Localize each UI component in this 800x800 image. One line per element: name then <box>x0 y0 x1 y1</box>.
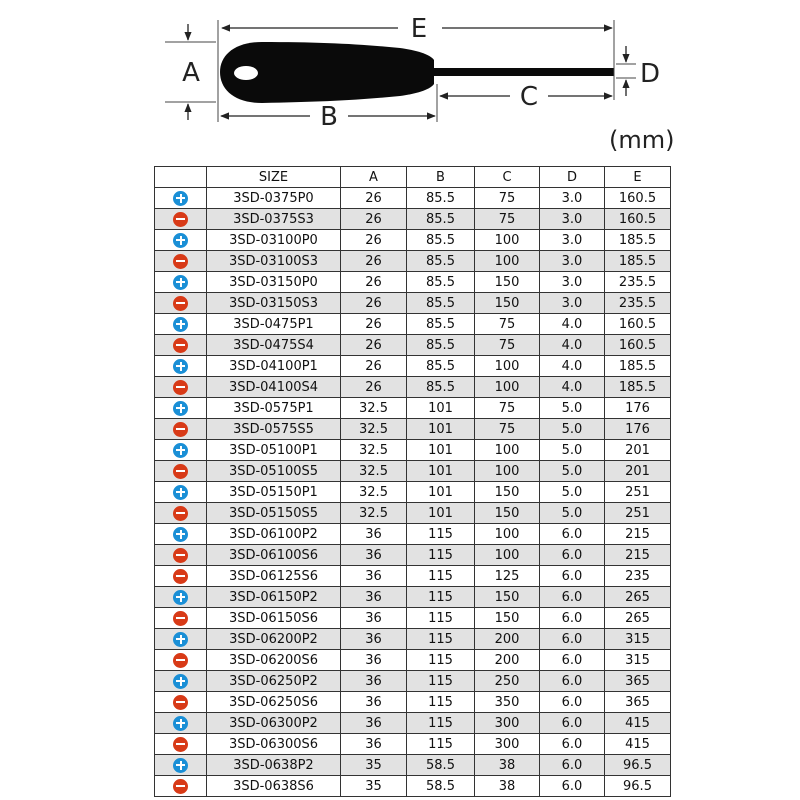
a-cell: 26 <box>341 377 407 398</box>
d-cell: 4.0 <box>540 356 605 377</box>
b-cell: 101 <box>407 398 475 419</box>
phillips-plus-icon <box>173 275 188 290</box>
d-cell: 6.0 <box>540 545 605 566</box>
table-row <box>155 230 671 251</box>
b-cell: 85.5 <box>407 272 475 293</box>
table-row <box>155 398 671 419</box>
c-cell: 150 <box>475 293 540 314</box>
slotted-minus-icon <box>173 380 188 395</box>
a-cell: 32.5 <box>341 440 407 461</box>
table-row <box>155 272 671 293</box>
e-cell: 185.5 <box>605 356 671 377</box>
header-tip-type <box>155 167 207 188</box>
b-cell: 85.5 <box>407 209 475 230</box>
a-cell: 36 <box>341 629 407 650</box>
d-cell: 6.0 <box>540 587 605 608</box>
d-cell: 6.0 <box>540 650 605 671</box>
slotted-minus-icon <box>173 548 188 563</box>
a-cell: 36 <box>341 587 407 608</box>
c-cell: 100 <box>475 251 540 272</box>
c-cell: 100 <box>475 230 540 251</box>
table-row <box>155 482 671 503</box>
c-cell: 100 <box>475 356 540 377</box>
size-cell: 3SD-06150S6 <box>207 608 341 629</box>
tip-type-cell <box>155 461 207 482</box>
size-cell: 3SD-0475S4 <box>207 335 341 356</box>
b-cell: 85.5 <box>407 335 475 356</box>
tip-type-cell <box>155 293 207 314</box>
a-cell: 35 <box>341 776 407 797</box>
e-cell: 201 <box>605 461 671 482</box>
phillips-plus-icon <box>173 191 188 206</box>
a-cell: 36 <box>341 671 407 692</box>
tip-type-cell <box>155 692 207 713</box>
dim-label-d: D <box>639 59 661 89</box>
phillips-plus-icon <box>173 401 188 416</box>
d-cell: 4.0 <box>540 335 605 356</box>
size-cell: 3SD-06100P2 <box>207 524 341 545</box>
table-row <box>155 692 671 713</box>
a-cell: 32.5 <box>341 461 407 482</box>
screwdriver-shaft <box>434 68 614 76</box>
tip-type-cell <box>155 629 207 650</box>
slotted-minus-icon <box>173 254 188 269</box>
b-cell: 115 <box>407 608 475 629</box>
d-cell: 4.0 <box>540 377 605 398</box>
b-cell: 115 <box>407 587 475 608</box>
dim-label-e: E <box>410 14 428 44</box>
c-cell: 38 <box>475 755 540 776</box>
c-cell: 150 <box>475 482 540 503</box>
table-row <box>155 545 671 566</box>
a-cell: 26 <box>341 314 407 335</box>
size-cell: 3SD-0475P1 <box>207 314 341 335</box>
size-cell: 3SD-0575P1 <box>207 398 341 419</box>
size-cell: 3SD-05150S5 <box>207 503 341 524</box>
b-cell: 85.5 <box>407 230 475 251</box>
b-cell: 101 <box>407 482 475 503</box>
table-row <box>155 461 671 482</box>
b-cell: 115 <box>407 734 475 755</box>
c-cell: 100 <box>475 377 540 398</box>
c-cell: 200 <box>475 650 540 671</box>
header-a: A <box>341 167 407 188</box>
tip-type-cell <box>155 524 207 545</box>
dim-label-c: C <box>519 82 539 112</box>
table-row <box>155 419 671 440</box>
d-cell: 3.0 <box>540 272 605 293</box>
d-cell: 3.0 <box>540 251 605 272</box>
a-cell: 26 <box>341 188 407 209</box>
c-cell: 100 <box>475 440 540 461</box>
e-cell: 96.5 <box>605 776 671 797</box>
d-cell: 6.0 <box>540 629 605 650</box>
phillips-plus-icon <box>173 632 188 647</box>
e-cell: 235 <box>605 566 671 587</box>
b-cell: 85.5 <box>407 377 475 398</box>
table-row <box>155 650 671 671</box>
phillips-plus-icon <box>173 758 188 773</box>
b-cell: 115 <box>407 692 475 713</box>
tip-type-cell <box>155 272 207 293</box>
tip-type-cell <box>155 209 207 230</box>
d-cell: 3.0 <box>540 230 605 251</box>
tip-type-cell <box>155 671 207 692</box>
tip-type-cell <box>155 398 207 419</box>
b-cell: 101 <box>407 461 475 482</box>
slotted-minus-icon <box>173 653 188 668</box>
unit-label: (mm) <box>609 126 675 154</box>
d-cell: 5.0 <box>540 482 605 503</box>
slotted-minus-icon <box>173 611 188 626</box>
slotted-minus-icon <box>173 779 188 794</box>
table-header-row <box>155 167 671 188</box>
c-cell: 300 <box>475 734 540 755</box>
a-cell: 36 <box>341 692 407 713</box>
size-cell: 3SD-03150S3 <box>207 293 341 314</box>
tip-type-cell <box>155 503 207 524</box>
header-b: B <box>407 167 475 188</box>
d-cell: 5.0 <box>540 503 605 524</box>
b-cell: 101 <box>407 503 475 524</box>
e-cell: 251 <box>605 503 671 524</box>
e-cell: 160.5 <box>605 335 671 356</box>
size-cell: 3SD-06200P2 <box>207 629 341 650</box>
size-cell: 3SD-05100S5 <box>207 461 341 482</box>
size-cell: 3SD-06250S6 <box>207 692 341 713</box>
size-cell: 3SD-0375S3 <box>207 209 341 230</box>
size-cell: 3SD-03100P0 <box>207 230 341 251</box>
a-cell: 32.5 <box>341 482 407 503</box>
a-cell: 26 <box>341 209 407 230</box>
phillips-plus-icon <box>173 443 188 458</box>
b-cell: 115 <box>407 713 475 734</box>
tip-type-cell <box>155 776 207 797</box>
table-row <box>155 440 671 461</box>
d-cell: 6.0 <box>540 524 605 545</box>
a-cell: 35 <box>341 755 407 776</box>
table-row <box>155 629 671 650</box>
tip-type-cell <box>155 755 207 776</box>
b-cell: 101 <box>407 440 475 461</box>
a-cell: 26 <box>341 335 407 356</box>
d-cell: 4.0 <box>540 314 605 335</box>
size-cell: 3SD-05150P1 <box>207 482 341 503</box>
slotted-minus-icon <box>173 695 188 710</box>
a-cell: 36 <box>341 524 407 545</box>
slotted-minus-icon <box>173 464 188 479</box>
a-cell: 26 <box>341 356 407 377</box>
tip-type-cell <box>155 734 207 755</box>
size-cell: 3SD-06250P2 <box>207 671 341 692</box>
d-cell: 6.0 <box>540 608 605 629</box>
c-cell: 75 <box>475 335 540 356</box>
tip-type-cell <box>155 377 207 398</box>
c-cell: 100 <box>475 545 540 566</box>
e-cell: 185.5 <box>605 251 671 272</box>
d-cell: 6.0 <box>540 734 605 755</box>
e-cell: 185.5 <box>605 377 671 398</box>
a-cell: 32.5 <box>341 398 407 419</box>
a-cell: 32.5 <box>341 419 407 440</box>
d-cell: 3.0 <box>540 209 605 230</box>
d-cell: 6.0 <box>540 566 605 587</box>
b-cell: 115 <box>407 650 475 671</box>
size-cell: 3SD-06100S6 <box>207 545 341 566</box>
a-cell: 26 <box>341 230 407 251</box>
b-cell: 115 <box>407 629 475 650</box>
tip-type-cell <box>155 650 207 671</box>
c-cell: 350 <box>475 692 540 713</box>
slotted-minus-icon <box>173 506 188 521</box>
size-cell: 3SD-0638P2 <box>207 755 341 776</box>
slotted-minus-icon <box>173 569 188 584</box>
phillips-plus-icon <box>173 233 188 248</box>
e-cell: 160.5 <box>605 314 671 335</box>
phillips-plus-icon <box>173 590 188 605</box>
phillips-plus-icon <box>173 674 188 689</box>
e-cell: 176 <box>605 419 671 440</box>
a-cell: 36 <box>341 650 407 671</box>
table-row <box>155 503 671 524</box>
c-cell: 300 <box>475 713 540 734</box>
tip-type-cell <box>155 566 207 587</box>
size-cell: 3SD-0375P0 <box>207 188 341 209</box>
c-cell: 150 <box>475 608 540 629</box>
c-cell: 200 <box>475 629 540 650</box>
size-cell: 3SD-06125S6 <box>207 566 341 587</box>
table-row <box>155 209 671 230</box>
size-cell: 3SD-06300S6 <box>207 734 341 755</box>
dim-label-b: B <box>320 102 338 132</box>
e-cell: 96.5 <box>605 755 671 776</box>
c-cell: 75 <box>475 314 540 335</box>
e-cell: 315 <box>605 629 671 650</box>
e-cell: 265 <box>605 608 671 629</box>
e-cell: 160.5 <box>605 188 671 209</box>
c-cell: 100 <box>475 461 540 482</box>
table-row <box>155 608 671 629</box>
d-cell: 5.0 <box>540 440 605 461</box>
header-size: SIZE <box>207 167 341 188</box>
c-cell: 75 <box>475 209 540 230</box>
handle-hole <box>234 66 258 80</box>
tip-type-cell <box>155 482 207 503</box>
b-cell: 58.5 <box>407 755 475 776</box>
a-cell: 26 <box>341 251 407 272</box>
slotted-minus-icon <box>173 737 188 752</box>
c-cell: 150 <box>475 503 540 524</box>
tip-type-cell <box>155 587 207 608</box>
tip-type-cell <box>155 230 207 251</box>
e-cell: 235.5 <box>605 272 671 293</box>
b-cell: 85.5 <box>407 314 475 335</box>
e-cell: 365 <box>605 671 671 692</box>
b-cell: 101 <box>407 419 475 440</box>
slotted-minus-icon <box>173 212 188 227</box>
table-row <box>155 524 671 545</box>
size-cell: 3SD-06150P2 <box>207 587 341 608</box>
header-c: C <box>475 167 540 188</box>
e-cell: 176 <box>605 398 671 419</box>
table-row <box>155 734 671 755</box>
a-cell: 36 <box>341 566 407 587</box>
b-cell: 115 <box>407 524 475 545</box>
a-cell: 36 <box>341 734 407 755</box>
tip-type-cell <box>155 356 207 377</box>
c-cell: 100 <box>475 524 540 545</box>
c-cell: 38 <box>475 776 540 797</box>
tip-type-cell <box>155 251 207 272</box>
e-cell: 185.5 <box>605 230 671 251</box>
table-row <box>155 251 671 272</box>
d-cell: 6.0 <box>540 713 605 734</box>
header-e: E <box>605 167 671 188</box>
a-cell: 36 <box>341 713 407 734</box>
table-row <box>155 377 671 398</box>
phillips-plus-icon <box>173 485 188 500</box>
e-cell: 415 <box>605 734 671 755</box>
phillips-plus-icon <box>173 716 188 731</box>
size-cell: 3SD-03150P0 <box>207 272 341 293</box>
table-row <box>155 776 671 797</box>
b-cell: 58.5 <box>407 776 475 797</box>
spec-table <box>154 166 671 797</box>
e-cell: 265 <box>605 587 671 608</box>
c-cell: 75 <box>475 188 540 209</box>
screwdriver-dimension-diagram <box>0 0 800 160</box>
d-cell: 6.0 <box>540 671 605 692</box>
d-cell: 5.0 <box>540 398 605 419</box>
c-cell: 250 <box>475 671 540 692</box>
size-cell: 3SD-0638S6 <box>207 776 341 797</box>
size-cell: 3SD-05100P1 <box>207 440 341 461</box>
c-cell: 150 <box>475 272 540 293</box>
a-cell: 26 <box>341 293 407 314</box>
e-cell: 315 <box>605 650 671 671</box>
d-cell: 6.0 <box>540 755 605 776</box>
size-cell: 3SD-04100S4 <box>207 377 341 398</box>
e-cell: 251 <box>605 482 671 503</box>
table-row <box>155 314 671 335</box>
e-cell: 201 <box>605 440 671 461</box>
dim-label-a: A <box>182 58 200 88</box>
slotted-minus-icon <box>173 422 188 437</box>
b-cell: 115 <box>407 545 475 566</box>
b-cell: 85.5 <box>407 251 475 272</box>
tip-type-cell <box>155 314 207 335</box>
b-cell: 115 <box>407 671 475 692</box>
e-cell: 415 <box>605 713 671 734</box>
d-cell: 6.0 <box>540 692 605 713</box>
table-row <box>155 335 671 356</box>
a-cell: 32.5 <box>341 503 407 524</box>
table-row <box>155 566 671 587</box>
c-cell: 75 <box>475 419 540 440</box>
e-cell: 160.5 <box>605 209 671 230</box>
tip-type-cell <box>155 440 207 461</box>
table-row <box>155 356 671 377</box>
size-cell: 3SD-04100P1 <box>207 356 341 377</box>
a-cell: 36 <box>341 545 407 566</box>
c-cell: 125 <box>475 566 540 587</box>
table-row <box>155 188 671 209</box>
tip-type-cell <box>155 188 207 209</box>
phillips-plus-icon <box>173 359 188 374</box>
phillips-plus-icon <box>173 527 188 542</box>
size-cell: 3SD-0575S5 <box>207 419 341 440</box>
tip-type-cell <box>155 713 207 734</box>
size-cell: 3SD-06200S6 <box>207 650 341 671</box>
table-row <box>155 713 671 734</box>
e-cell: 215 <box>605 524 671 545</box>
table-row <box>155 587 671 608</box>
table-row <box>155 671 671 692</box>
a-cell: 36 <box>341 608 407 629</box>
size-cell: 3SD-03100S3 <box>207 251 341 272</box>
e-cell: 365 <box>605 692 671 713</box>
a-cell: 26 <box>341 272 407 293</box>
b-cell: 85.5 <box>407 356 475 377</box>
b-cell: 115 <box>407 566 475 587</box>
header-d: D <box>540 167 605 188</box>
e-cell: 235.5 <box>605 293 671 314</box>
size-cell: 3SD-06300P2 <box>207 713 341 734</box>
c-cell: 150 <box>475 587 540 608</box>
c-cell: 75 <box>475 398 540 419</box>
tip-type-cell <box>155 419 207 440</box>
table-row <box>155 293 671 314</box>
d-cell: 3.0 <box>540 293 605 314</box>
phillips-plus-icon <box>173 317 188 332</box>
table-row <box>155 755 671 776</box>
tip-type-cell <box>155 335 207 356</box>
b-cell: 85.5 <box>407 293 475 314</box>
d-cell: 3.0 <box>540 188 605 209</box>
tip-type-cell <box>155 608 207 629</box>
b-cell: 85.5 <box>407 188 475 209</box>
e-cell: 215 <box>605 545 671 566</box>
slotted-minus-icon <box>173 338 188 353</box>
tip-type-cell <box>155 545 207 566</box>
d-cell: 5.0 <box>540 461 605 482</box>
d-cell: 6.0 <box>540 776 605 797</box>
d-cell: 5.0 <box>540 419 605 440</box>
slotted-minus-icon <box>173 296 188 311</box>
